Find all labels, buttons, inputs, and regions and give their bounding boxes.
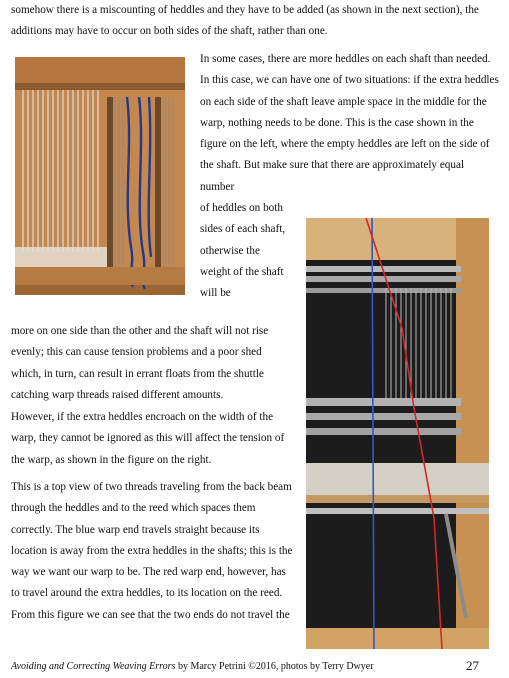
heddles-right-photo (306, 218, 489, 649)
heddles-left-illustration (15, 57, 185, 295)
paragraph-top-view: This is a top view of two threads traveling from the back beam through the heddles and to the reed which spaces them correctly. The blue warp end travels straight because its location is away from the extra heddles in the shafts; this is the way we want our warp to be. The red warp end, however, has to travel around the extra heddles, to its location on the reed. From this figure we can see that the two ends do not travel the (11, 481, 293, 621)
paragraph-extra-heddles: In some cases, there are more heddles on each shaft than needed. In this case, we can have one of two situations: if the extra heddles on each side of the shaft leave ample space in the middle for the warp, nothing needs to be done. This is the case shown in the figure on the left, where the empty heddles are left on the side of the shaft. But make sure that there are approximately equal number (200, 53, 499, 193)
paragraph-extra-heddles-continued: of heddles on both sides of each shaft, otherwise the weight of the shaft will be (200, 202, 286, 300)
heddles-right-illustration (306, 218, 489, 649)
paragraph-encroach: However, if the extra heddles encroach on the width of the warp, they cannot be ignored as this will affect the tension of the warp, as shown in the figure on the right. (11, 411, 285, 466)
footer-credit: by Marcy Petrini ©2016, photos by Terry Dwyer (175, 661, 374, 672)
book-title: Avoiding and Correcting Weaving Errors (11, 661, 176, 672)
intro-paragraph: somehow there is a miscounting of heddles and they have to be added (as shown in the next section), the additions may have to occur on both sides of the shaft, rather than one. (11, 4, 479, 38)
page-footer (11, 660, 481, 674)
heddles-left-photo (15, 57, 185, 295)
page-number: 27 (466, 658, 479, 673)
paragraph-shaft-weight: more on one side than the other and the shaft will not rise evenly; this can cause tension problems and a poor shed which, in turn, can result in errant floats from the shuttle catching warp threads raised different amounts. (11, 325, 269, 401)
